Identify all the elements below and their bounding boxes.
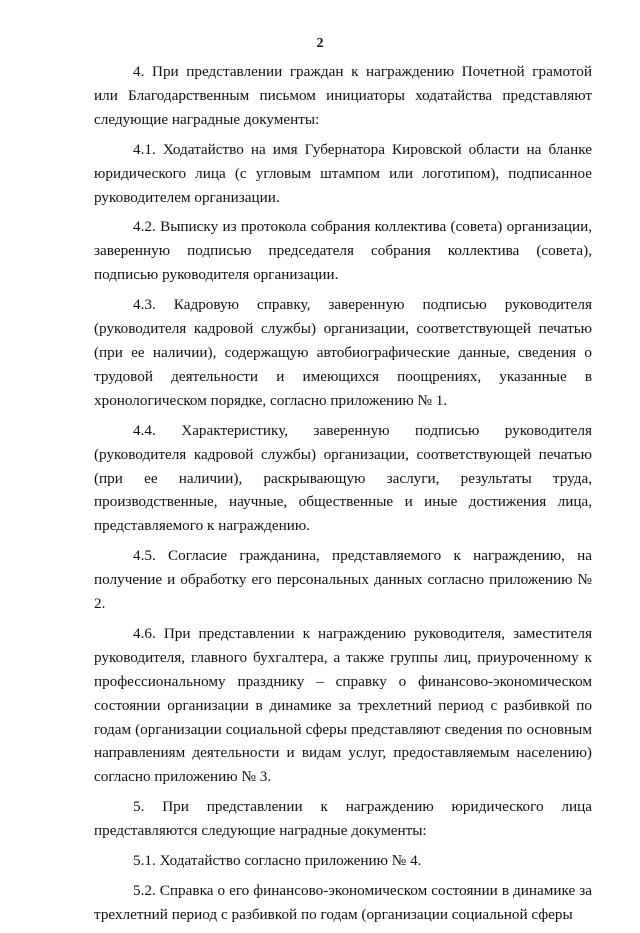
paragraph-5-2: 5.2. Справка о его финансово-экономическом состоянии в динамике за трехлетний период с разбивкой по годам (организации социальной сферы bbox=[94, 882, 592, 923]
paragraph-4-5: 4.5. Согласие гражданина, представляемого к награждению, на получение и обработку его персональных данных согласно приложению № 2. bbox=[94, 547, 592, 613]
paragraph-4-4: 4.4. Характеристику, заверенную подписью руководителя (руководителя кадровой службы) организации, соответствующей печатью (при ее наличии), раскрывающую заслуги, результаты труда, производственные, научные, общественные и иные достижения лица, представляемого к награждению. bbox=[94, 421, 592, 535]
paragraph-5: 5. При представлении к награждению юридического лица представляются следующие наградные документы: bbox=[94, 798, 592, 840]
document-body bbox=[94, 60, 592, 933]
paragraph-4-3: 4.3. Кадровую справку, заверенную подписью руководителя (руководителя кадровой службы) организации, соответствующей печатью (при ее наличии), содержащую автобиографические данные, сведения о трудовой деятельности и имеющихся поощрениях, указанные в хронологическом порядке, согласно приложению № 1. bbox=[94, 296, 592, 409]
page-number: 2 bbox=[316, 36, 324, 51]
paragraph-5-1: 5.1. Ходатайство согласно приложению № 4. bbox=[133, 852, 422, 870]
paragraph-4-6: 4.6. При представлении к награждению руководителя, заместителя руководителя, главного бухгалтера, а также группы лиц, приуроченному к профессиональному празднику – справку о финансово-экономическом состоянии организации в динамике за трехлетний период с разбивкой по годам (организации социальной сферы представляют сведения по основным направлениям деятельности и видам услуг, предоставляемым населению) согласно приложению № 3. bbox=[94, 624, 592, 786]
paragraph-4-1: 4.1. Ходатайство на имя Губернатора Кировской области на бланке юридического лица (с угловым штампом или логотипом), подписанное руководителем организации. bbox=[94, 140, 592, 206]
paragraph-4: 4. При представлении граждан к награждению Почетной грамотой или Благодарственным письмом инициаторы ходатайства представляют следующие наградные документы: bbox=[94, 63, 592, 128]
paragraph-4-2: 4.2. Выписку из протокола собрания коллектива (совета) организации, заверенную подписью председателя собрания коллектива (совета), подписью руководителя организации. bbox=[94, 218, 592, 284]
